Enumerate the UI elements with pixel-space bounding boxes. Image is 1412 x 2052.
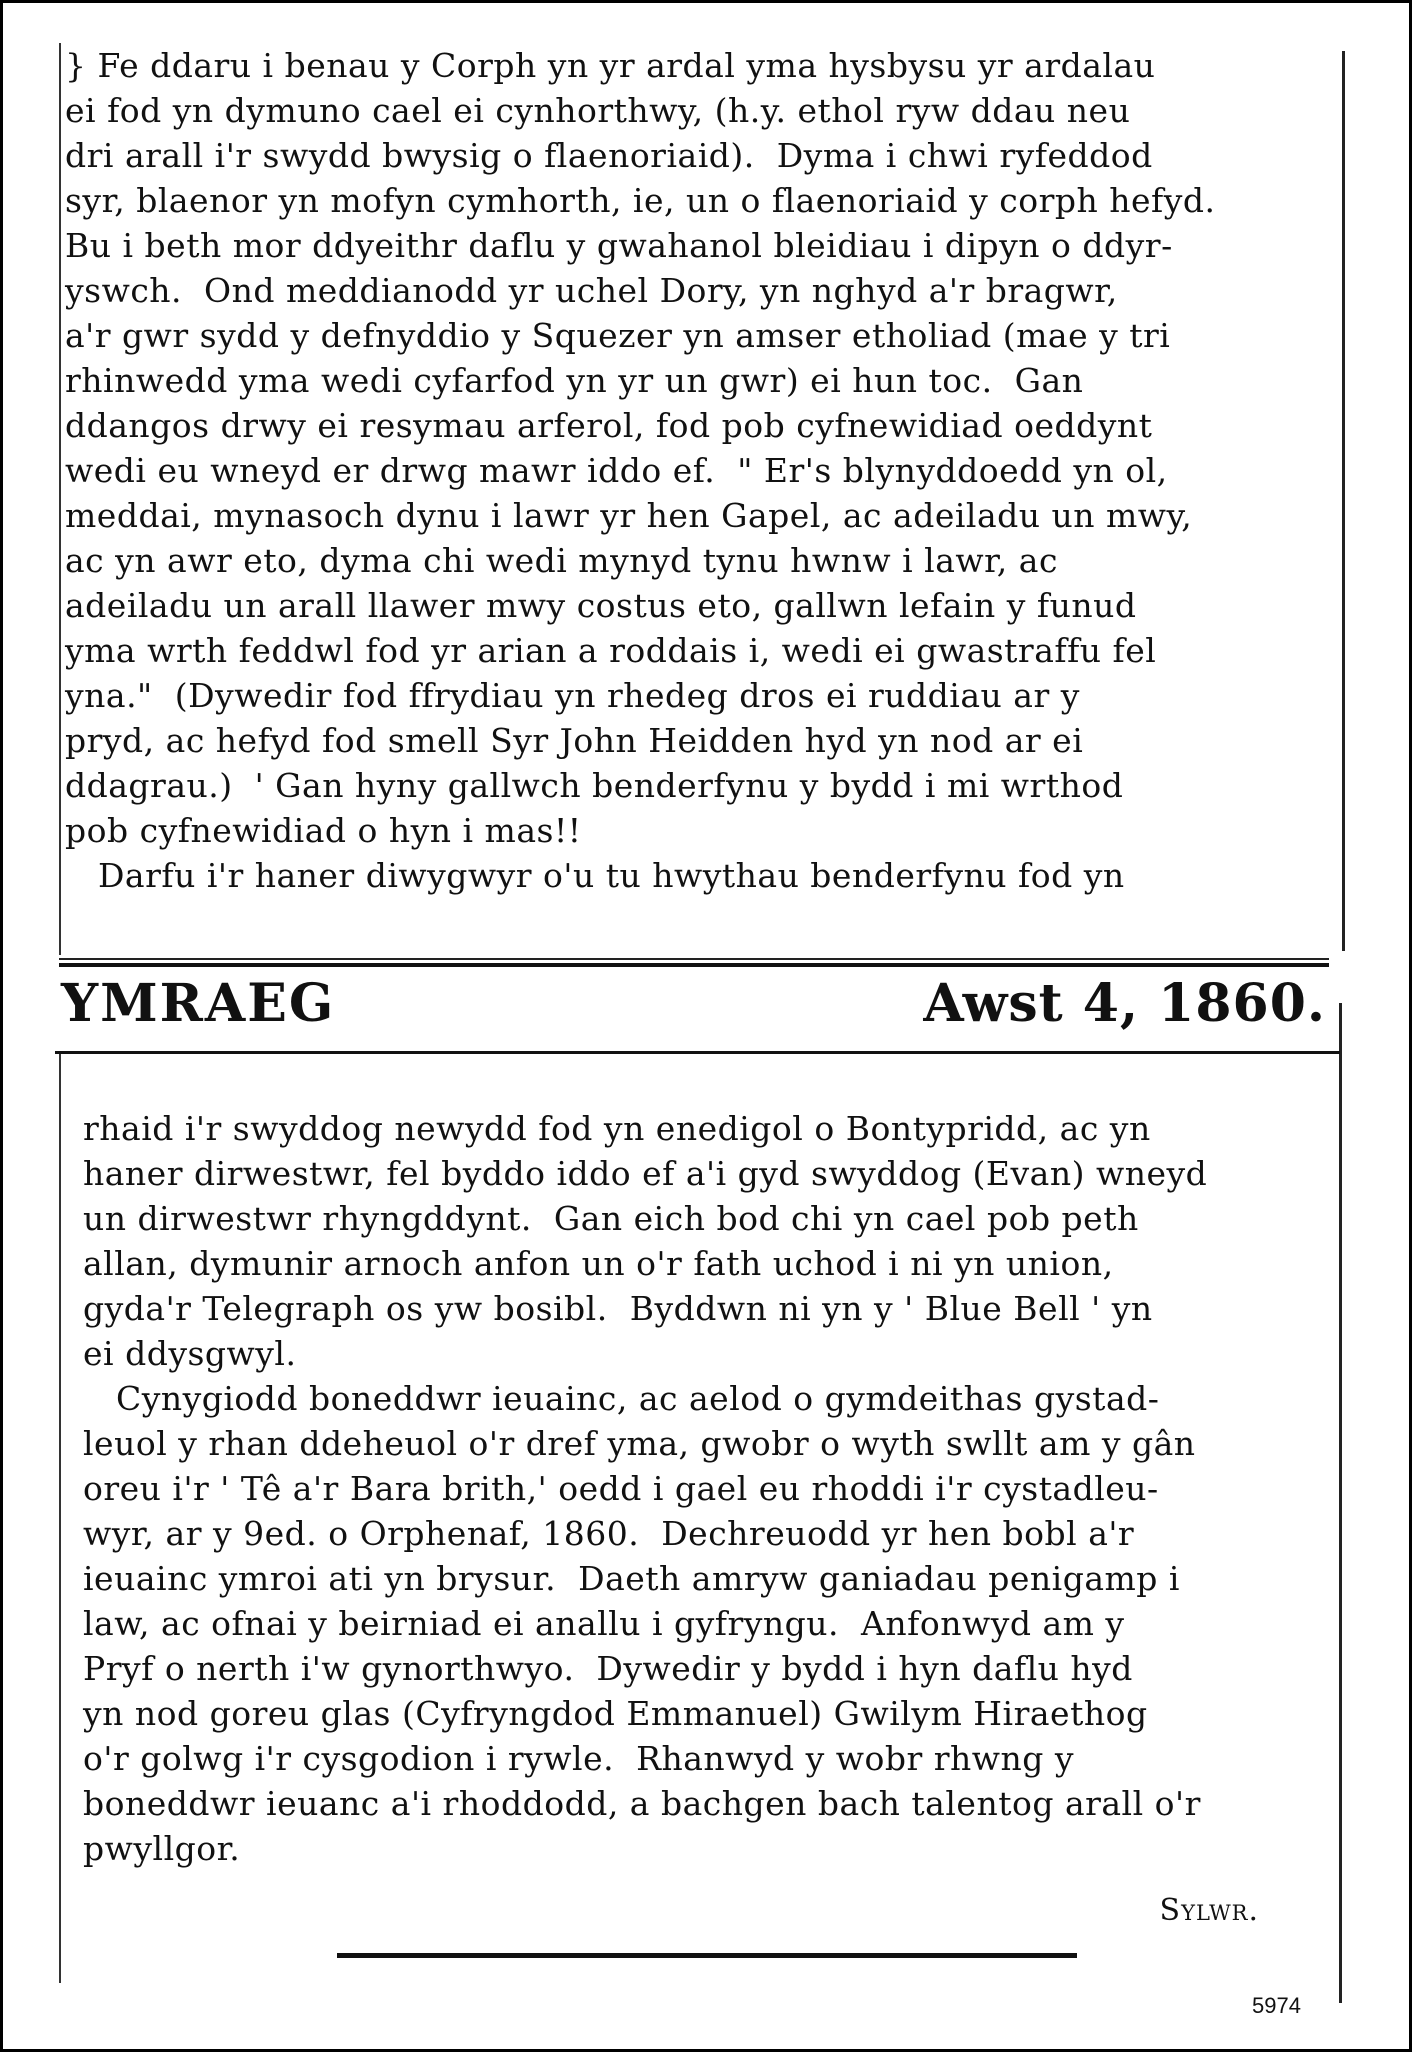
text-line: a'r gwr sydd y defnyddio y Squezer yn amser etholiad (mae y tri <box>65 316 1171 355</box>
text-line: Pryf o nerth i'w gynorthwyo. Dywedir y bydd i hyn daflu hyd <box>83 1649 1133 1688</box>
text-line: Bu i beth mor ddyeithr daflu y gwahanol bleidiau i dipyn o ddyr- <box>65 226 1173 265</box>
text-line: gyda'r Telegraph os yw bosibl. Byddwn ni yn y ' Blue Bell ' yn <box>83 1289 1153 1328</box>
text-line: yma wrth feddwl fod yr arian a roddais i, wedi ei gwastraffu fel <box>65 631 1157 670</box>
column-rule-right-top <box>1342 51 1345 951</box>
page-number: 5974 <box>1252 1993 1301 2018</box>
column-rule-left-top <box>59 43 61 955</box>
column-rule-left-bottom <box>59 1053 61 1983</box>
column-rule-right-bottom <box>1339 1003 1342 2003</box>
bottom-column-text <box>83 1106 1333 1871</box>
text-line: un dirwestwr rhyngddynt. Gan eich bod chi yn cael pob peth <box>83 1199 1139 1238</box>
text-line: syr, blaenor yn mofyn cymhorth, ie, un o flaenoriaid y corph hefyd. <box>65 181 1216 220</box>
masthead-title: YMRAEG <box>61 973 336 1034</box>
text-line: o'r golwg i'r cysgodion i rywle. Rhanwyd y wobr rhwng y <box>83 1739 1075 1778</box>
text-line: haner dirwestwr, fel byddo iddo ef a'i gyd swyddog (Evan) wneyd <box>83 1154 1208 1193</box>
text-line: ddangos drwy ei resymau arferol, fod pob cyfnewidiad oeddynt <box>65 406 1153 445</box>
text-line: ei ddysgwyl. <box>83 1334 297 1373</box>
text-line: rhinwedd yma wedi cyfarfod yn yr un gwr) ei hun toc. Gan <box>65 361 1084 400</box>
text-line: pob cyfnewidiad o hyn i mas!! <box>65 811 582 850</box>
text-line: ddagrau.) ' Gan hyny gallwch benderfynu y bydd i mi wrthod <box>65 766 1124 805</box>
text-line: ac yn awr eto, dyma chi wedi mynyd tynu hwnw i lawr, ac <box>65 541 1058 580</box>
text-line: law, ac ofnai y beirniad ei anallu i gyfryngu. Anfonwyd am y <box>83 1604 1125 1643</box>
masthead-rule <box>55 1051 1340 1054</box>
text-line: ieuainc ymroi ati yn brysur. Daeth amryw ganiadau penigamp i <box>83 1559 1180 1598</box>
section-divider <box>59 958 1329 967</box>
text-line: yn nod goreu glas (Cyfryngdod Emmanuel) Gwilym Hiraethog <box>83 1694 1148 1733</box>
text-line: oreu i'r ' Tê a'r Bara brith,' oedd i gael eu rhoddi i'r cystadleu- <box>83 1469 1159 1508</box>
masthead <box>61 973 1326 1045</box>
text-line: pryd, ac hefyd fod smell Syr John Heidden hyd yn nod ar ei <box>65 721 1084 760</box>
text-line: boneddwr ieuanc a'i rhoddodd, a bachgen bach talentog arall o'r <box>83 1784 1201 1823</box>
text-line: adeiladu un arall llawer mwy costus eto, gallwn lefain y funud <box>65 586 1137 625</box>
text-line: dri arall i'r swydd bwysig o flaenoriaid). Dyma i chwi ryfeddod <box>65 136 1153 175</box>
text-line: allan, dymunir arnoch anfon un o'r fath uchod i ni yn union, <box>83 1244 1114 1283</box>
signature: Sylwr. <box>1159 1893 1259 1928</box>
text-line: yswch. Ond meddianodd yr uchel Dory, yn nghyd a'r bragwr, <box>65 271 1118 310</box>
text-line: wyr, ar y 9ed. o Orphenaf, 1860. Dechreuodd yr hen bobl a'r <box>83 1514 1135 1553</box>
text-line: wedi eu wneyd er drwg mawr iddo ef. " Er's blynyddoedd yn ol, <box>65 451 1168 490</box>
text-line: meddai, mynasoch dynu i lawr yr hen Gapel, ac adeiladu un mwy, <box>65 496 1193 535</box>
text-line: yna." (Dywedir fod ffrydiau yn rhedeg dros ei ruddiau ar y <box>65 676 1080 715</box>
text-line: Darfu i'r haner diwygwyr o'u tu hwythau benderfynu fod yn <box>65 856 1125 895</box>
text-line: pwyllgor. <box>83 1829 241 1868</box>
text-line: ei fod yn dymuno cael ei cynhorthwy, (h.y. ethol ryw ddau neu <box>65 91 1131 130</box>
text-line: leuol y rhan ddeheuol o'r dref yma, gwobr o wyth swllt am y gân <box>83 1424 1196 1463</box>
text-line: Cynygiodd boneddwr ieuainc, ac aelod o gymdeithas gystad- <box>83 1379 1160 1418</box>
top-column-text <box>65 43 1335 898</box>
text-line: rhaid i'r swyddog newydd fod yn enedigol o Bontypridd, ac yn <box>83 1109 1151 1148</box>
text-line: } Fe ddaru i benau y Corph yn yr ardal yma hysbysu yr ardalau <box>65 46 1156 85</box>
masthead-date: Awst 4, 1860. <box>923 973 1326 1034</box>
closing-rule <box>337 1953 1077 1958</box>
